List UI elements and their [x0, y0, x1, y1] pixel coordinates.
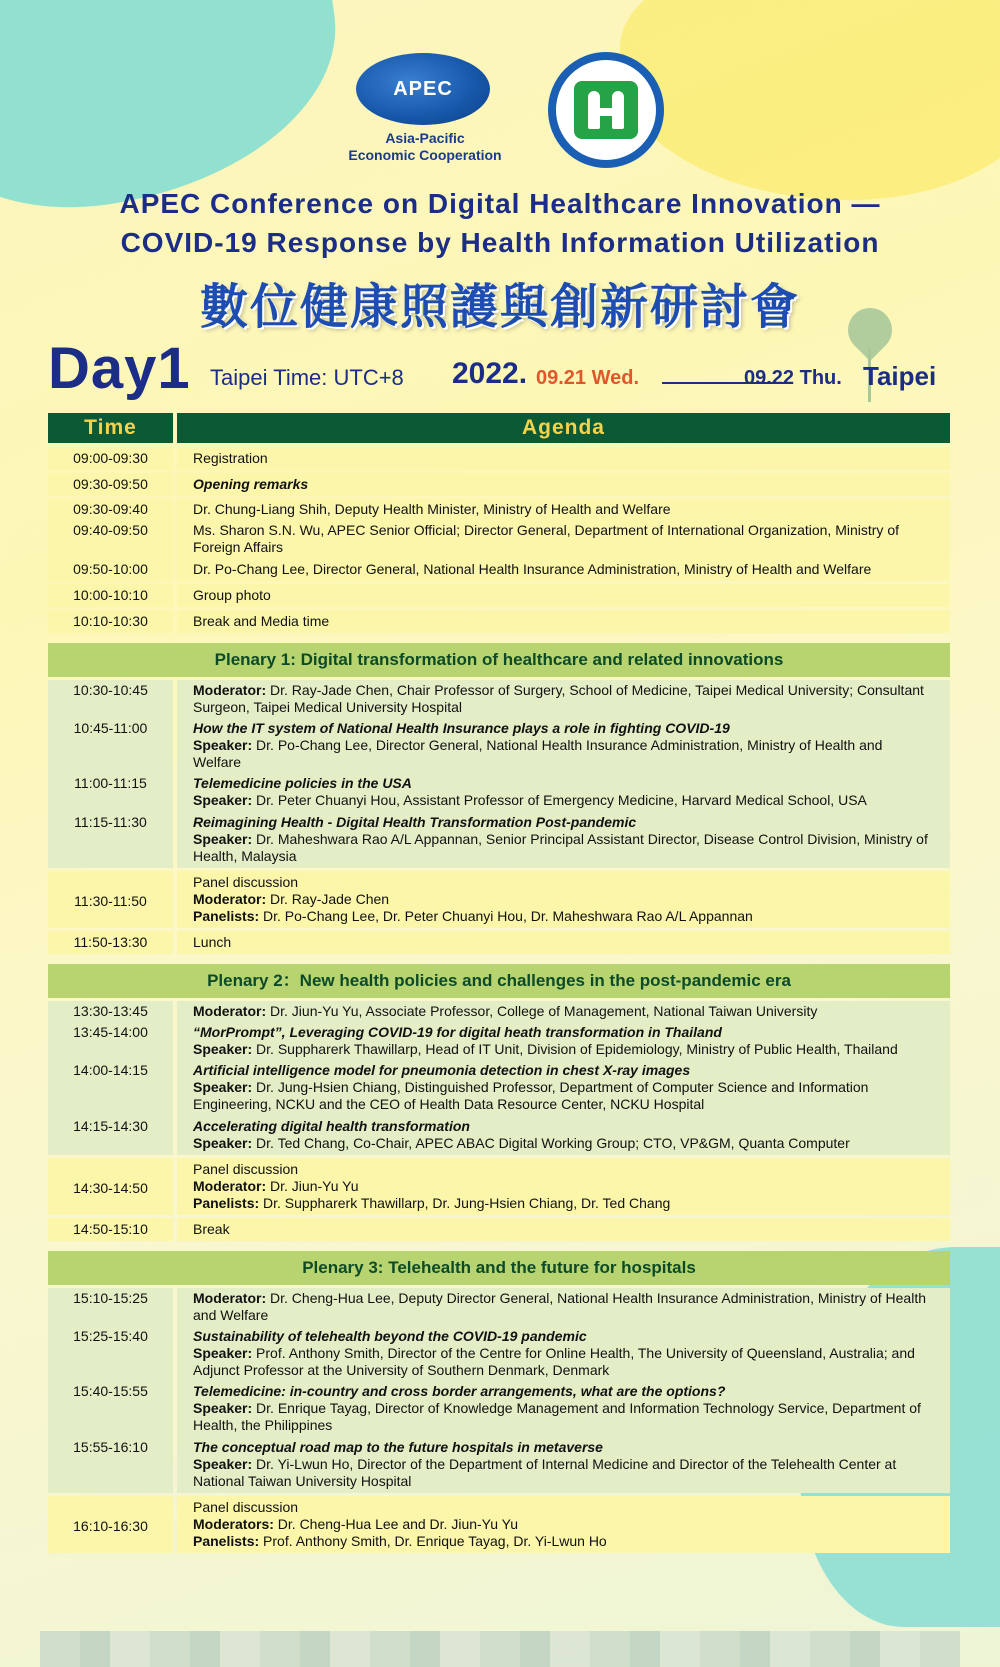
year-label: 2022. [452, 357, 528, 390]
table-row: 15:10-15:25 Moderator: Dr. Cheng-Hua Lee, Deputy Director General, National Health Insurance Administration, Ministry of Health and Welfare [48, 1288, 950, 1326]
city-label: Taipei [863, 361, 937, 391]
table-row: 15:40-15:55 Telemedicine: in-country and cross border arrangements, what are the options? Speaker: Dr. Enrique Tayag, Director of Knowledge Management and Information Technology Service, Department of Health, the Philippines [48, 1381, 950, 1436]
agenda-table [48, 413, 950, 1556]
agenda-column-header: Agenda [177, 413, 950, 443]
apec-logo-caption: Asia-Pacific Economic Cooperation [348, 130, 502, 163]
table-row: 11:50-13:30 Lunch [48, 931, 950, 954]
table-row: 15:55-16:10 The conceptual road map to the future hospitals in metaverse Speaker: Dr. Yi-Lwun Ho, Director of the Department of Internal Medicine and Director of the Telehealth Center at National Taiwan University Hospital [48, 1436, 950, 1493]
agenda-header [48, 413, 950, 443]
plenary-3-heading: Plenary 3: Telehealth and the future for hospitals [48, 1251, 950, 1285]
table-row: 14:15-14:30 Accelerating digital health transformation Speaker: Dr. Ted Chang, Co-Chair, APEC ABAC Digital Working Group; CTO, VP&GM, Quanta Computer [48, 1115, 950, 1155]
nhi-logo-mark [574, 81, 638, 139]
table-row: 09:40-09:50 Ms. Sharon S.N. Wu, APEC Senior Official; Director General, Department of International Organization, Ministry of Foreign Affairs [48, 520, 950, 558]
conference-title-zh: 數位健康照護與創新研討會 [199, 279, 800, 335]
table-row: 13:30-13:45 Moderator: Dr. Jiun-Yu Yu, Associate Professor, College of Management, National Taiwan University [48, 1001, 950, 1022]
nhi-logo [548, 52, 664, 168]
table-row: 13:45-14:00 “MorPrompt”, Leveraging COVID-19 for digital heath transformation in Thailand Speaker: Dr. Suppharerk Thawillarp, Head of IT Unit, Division of Epidemiology, Ministry of Public Health, Thailand [48, 1022, 950, 1060]
table-row: 11:00-11:15 Telemedicine policies in the USA Speaker: Dr. Peter Chuanyi Hou, Assistant Professor of Emergency Medicine, Harvard Medical School, USA [48, 773, 950, 811]
date-end: 09.22 Thu. [744, 367, 842, 389]
table-row: 11:30-11:50 Panel discussion Moderator: Dr. Ray-Jade Chen Panelists: Dr. Po-Chang Lee, Dr. Peter Chuanyi Hou, Dr. Maheshwara Rao A/L Appannan [48, 871, 950, 928]
date-line [48, 335, 953, 405]
table-row: 09:30-09:40 Dr. Chung-Liang Shih, Deputy Health Minister, Ministry of Health and Welfare [48, 499, 950, 520]
plenary-1-heading: Plenary 1: Digital transformation of healthcare and related innovations [48, 643, 950, 677]
table-row: 10:30-10:45 Moderator: Dr. Ray-Jade Chen, Chair Professor of Surgery, School of Medicine, Taipei Medical University; Consultant Surgeon, Taipei Medical University Hospital [48, 680, 950, 718]
table-row: 14:00-14:15 Artificial intelligence model for pneumonia detection in chest X-ray images Speaker: Dr. Jung-Hsien Chiang, Distinguished Professor, Department of Computer Science and Information Engineering, NCKU and the CEO of Health Data Resource Center, NCKU Hospital [48, 1060, 950, 1115]
time-column-header: Time [48, 413, 173, 443]
plenary-2-heading: Plenary 2：New health policies and challenges in the post-pandemic era [48, 964, 950, 998]
table-row: 09:50-10:00 Dr. Po-Chang Lee, Director General, National Health Insurance Administration, Ministry of Health and Welfare [48, 558, 950, 581]
background-cityscape [40, 1631, 960, 1667]
table-row: 16:10-16:30 Panel discussion Moderators: Dr. Cheng-Hua Lee and Dr. Jiun-Yu Yu Panelists: Prof. Anthony Smith, Dr. Enrique Tayag, Dr. Yi-Lwun Ho [48, 1496, 950, 1553]
table-row: 14:50-15:10 Break [48, 1218, 950, 1241]
logo-area [0, 48, 1000, 173]
day-label: Day1 [48, 336, 191, 401]
table-row: 09:30-09:50 Opening remarks [48, 473, 950, 496]
table-row: 10:45-11:00 How the IT system of National Health Insurance plays a role in fighting COVID-19 Speaker: Dr. Po-Chang Lee, Director General, National Health Insurance Administration, Ministry of Health and Welfare [48, 718, 950, 773]
table-row: 10:00-10:10 Group photo [48, 584, 950, 607]
timezone-label: Taipei Time: UTC+8 [210, 365, 404, 390]
table-row: 15:25-15:40 Sustainability of telehealth beyond the COVID-19 pandemic Speaker: Prof. Anthony Smith, Director of the Centre for Online Health, The University of Queensland, Australia; and Adjunct Professor at the University of Southern Denmark, Denmark [48, 1326, 950, 1381]
table-row: 10:10-10:30 Break and Media time [48, 610, 950, 633]
table-row: 14:30-14:50 Panel discussion Moderator: Dr. Jiun-Yu Yu Panelists: Dr. Suppharerk Thawillarp, Dr. Jung-Hsien Chiang, Dr. Ted Chang [48, 1158, 950, 1215]
table-row: 11:15-11:30 Reimagining Health - Digital Health Transformation Post-pandemic Speaker: Dr. Maheshwara Rao A/L Appannan, Senior Principal Assistant Director, Disease Control Division, Ministry of Health, Malaysia [48, 811, 950, 868]
apec-logo: APEC [356, 53, 490, 125]
date-start: 09.21 Wed. [536, 367, 640, 389]
conference-title-en: APEC Conference on Digital Healthcare Innovation — COVID-19 Response by Health Information Utilization [119, 188, 881, 258]
table-row: 09:00-09:30 Registration [48, 447, 950, 470]
